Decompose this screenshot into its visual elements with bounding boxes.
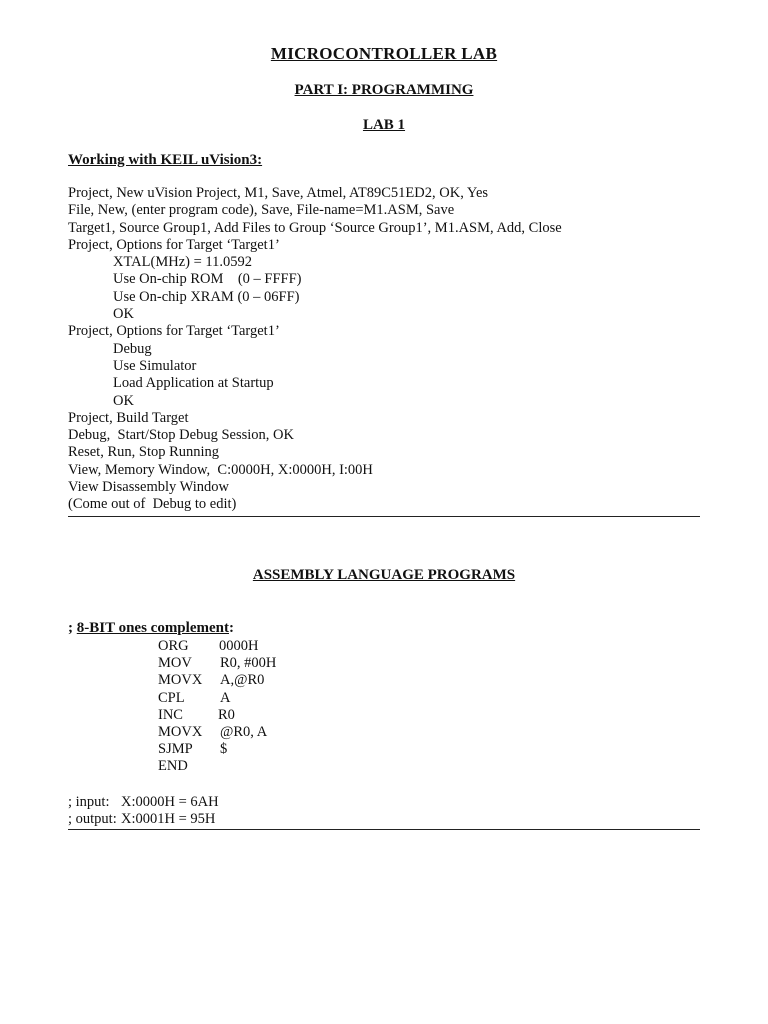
step-line: OK <box>113 306 134 323</box>
comment-prefix: ; <box>68 620 77 636</box>
divider <box>68 829 700 830</box>
operand: $ <box>220 741 228 758</box>
code-line <box>158 706 235 724</box>
instruction-steps <box>68 185 708 514</box>
step-line: Load Application at Startup <box>113 375 274 392</box>
mnemonic: MOVX <box>158 672 203 689</box>
code-line <box>158 689 231 707</box>
step-line: Debug, Start/Stop Debug Session, OK <box>68 427 294 444</box>
io-value: X:0000H = 6AH <box>121 794 219 810</box>
program-heading <box>68 620 234 637</box>
step-line: Project, Options for Target ‘Target1’ <box>68 323 280 340</box>
code-line <box>158 672 265 689</box>
code-line <box>158 723 268 741</box>
code-line <box>158 758 202 775</box>
step-line: (Come out of Debug to edit) <box>68 496 237 513</box>
mnemonic: CPL <box>158 689 185 706</box>
operand: 0000H <box>219 638 259 654</box>
io-block <box>68 794 219 829</box>
io-input-line <box>68 794 219 811</box>
code-line <box>158 741 228 758</box>
assembly-section-title: ASSEMBLY LANGUAGE PROGRAMS <box>252 567 516 583</box>
step-line: View Disassembly Window <box>68 479 229 496</box>
io-label: ; input: <box>68 794 110 810</box>
code-block <box>158 638 277 776</box>
step-line: Project, Options for Target ‘Target1’ <box>68 236 280 253</box>
document-title: MICROCONTROLLER LAB <box>270 44 498 63</box>
lab-title: LAB 1 <box>362 117 406 133</box>
step-line: OK <box>113 392 134 409</box>
mnemonic: MOVX <box>158 723 203 740</box>
operand: R0, #00H <box>220 655 277 672</box>
mnemonic: INC <box>158 706 183 723</box>
divider <box>68 516 700 517</box>
step-line: XTAL(MHz) = 11.0592 <box>113 254 252 271</box>
program-title-colon: : <box>228 620 234 636</box>
mnemonic: MOV <box>158 655 192 672</box>
mnemonic: ORG <box>158 638 189 654</box>
step-line: Debug <box>113 340 152 357</box>
step-line: Reset, Run, Stop Running <box>68 444 220 461</box>
io-output-line <box>68 811 216 828</box>
step-line: Project, Build Target <box>68 409 189 426</box>
step-line: Use On-chip XRAM (0 – 06FF) <box>113 288 300 305</box>
operand: A <box>220 689 231 706</box>
code-line <box>158 655 277 672</box>
step-line: Use On-chip ROM (0 – FFFF) <box>113 271 302 288</box>
io-value: X:0001H = 95H <box>121 811 216 828</box>
program-title: 8-BIT ones complement <box>76 620 229 636</box>
code-line <box>158 638 259 655</box>
section-heading: Working with KEIL uVision3: <box>68 152 263 168</box>
step-line: Target1, Source Group1, Add Files to Group ‘Source Group1’, M1.ASM, Add, Close <box>68 219 562 236</box>
part-title: PART I: PROGRAMMING <box>294 82 474 98</box>
operand: @R0, A <box>220 723 268 740</box>
operand: A,@R0 <box>220 672 265 689</box>
io-label: ; output: <box>68 811 117 828</box>
step-line: Use Simulator <box>113 357 197 374</box>
step-line: File, New, (enter program code), Save, File-name=M1.ASM, Save <box>68 202 455 219</box>
step-line: View, Memory Window, C:0000H, X:0000H, I:00H <box>68 461 373 478</box>
mnemonic: END <box>158 758 188 775</box>
mnemonic: SJMP <box>158 741 193 758</box>
step-line: Project, New uVision Project, M1, Save, Atmel, AT89C51ED2, OK, Yes <box>68 185 489 201</box>
operand: R0 <box>218 706 235 723</box>
